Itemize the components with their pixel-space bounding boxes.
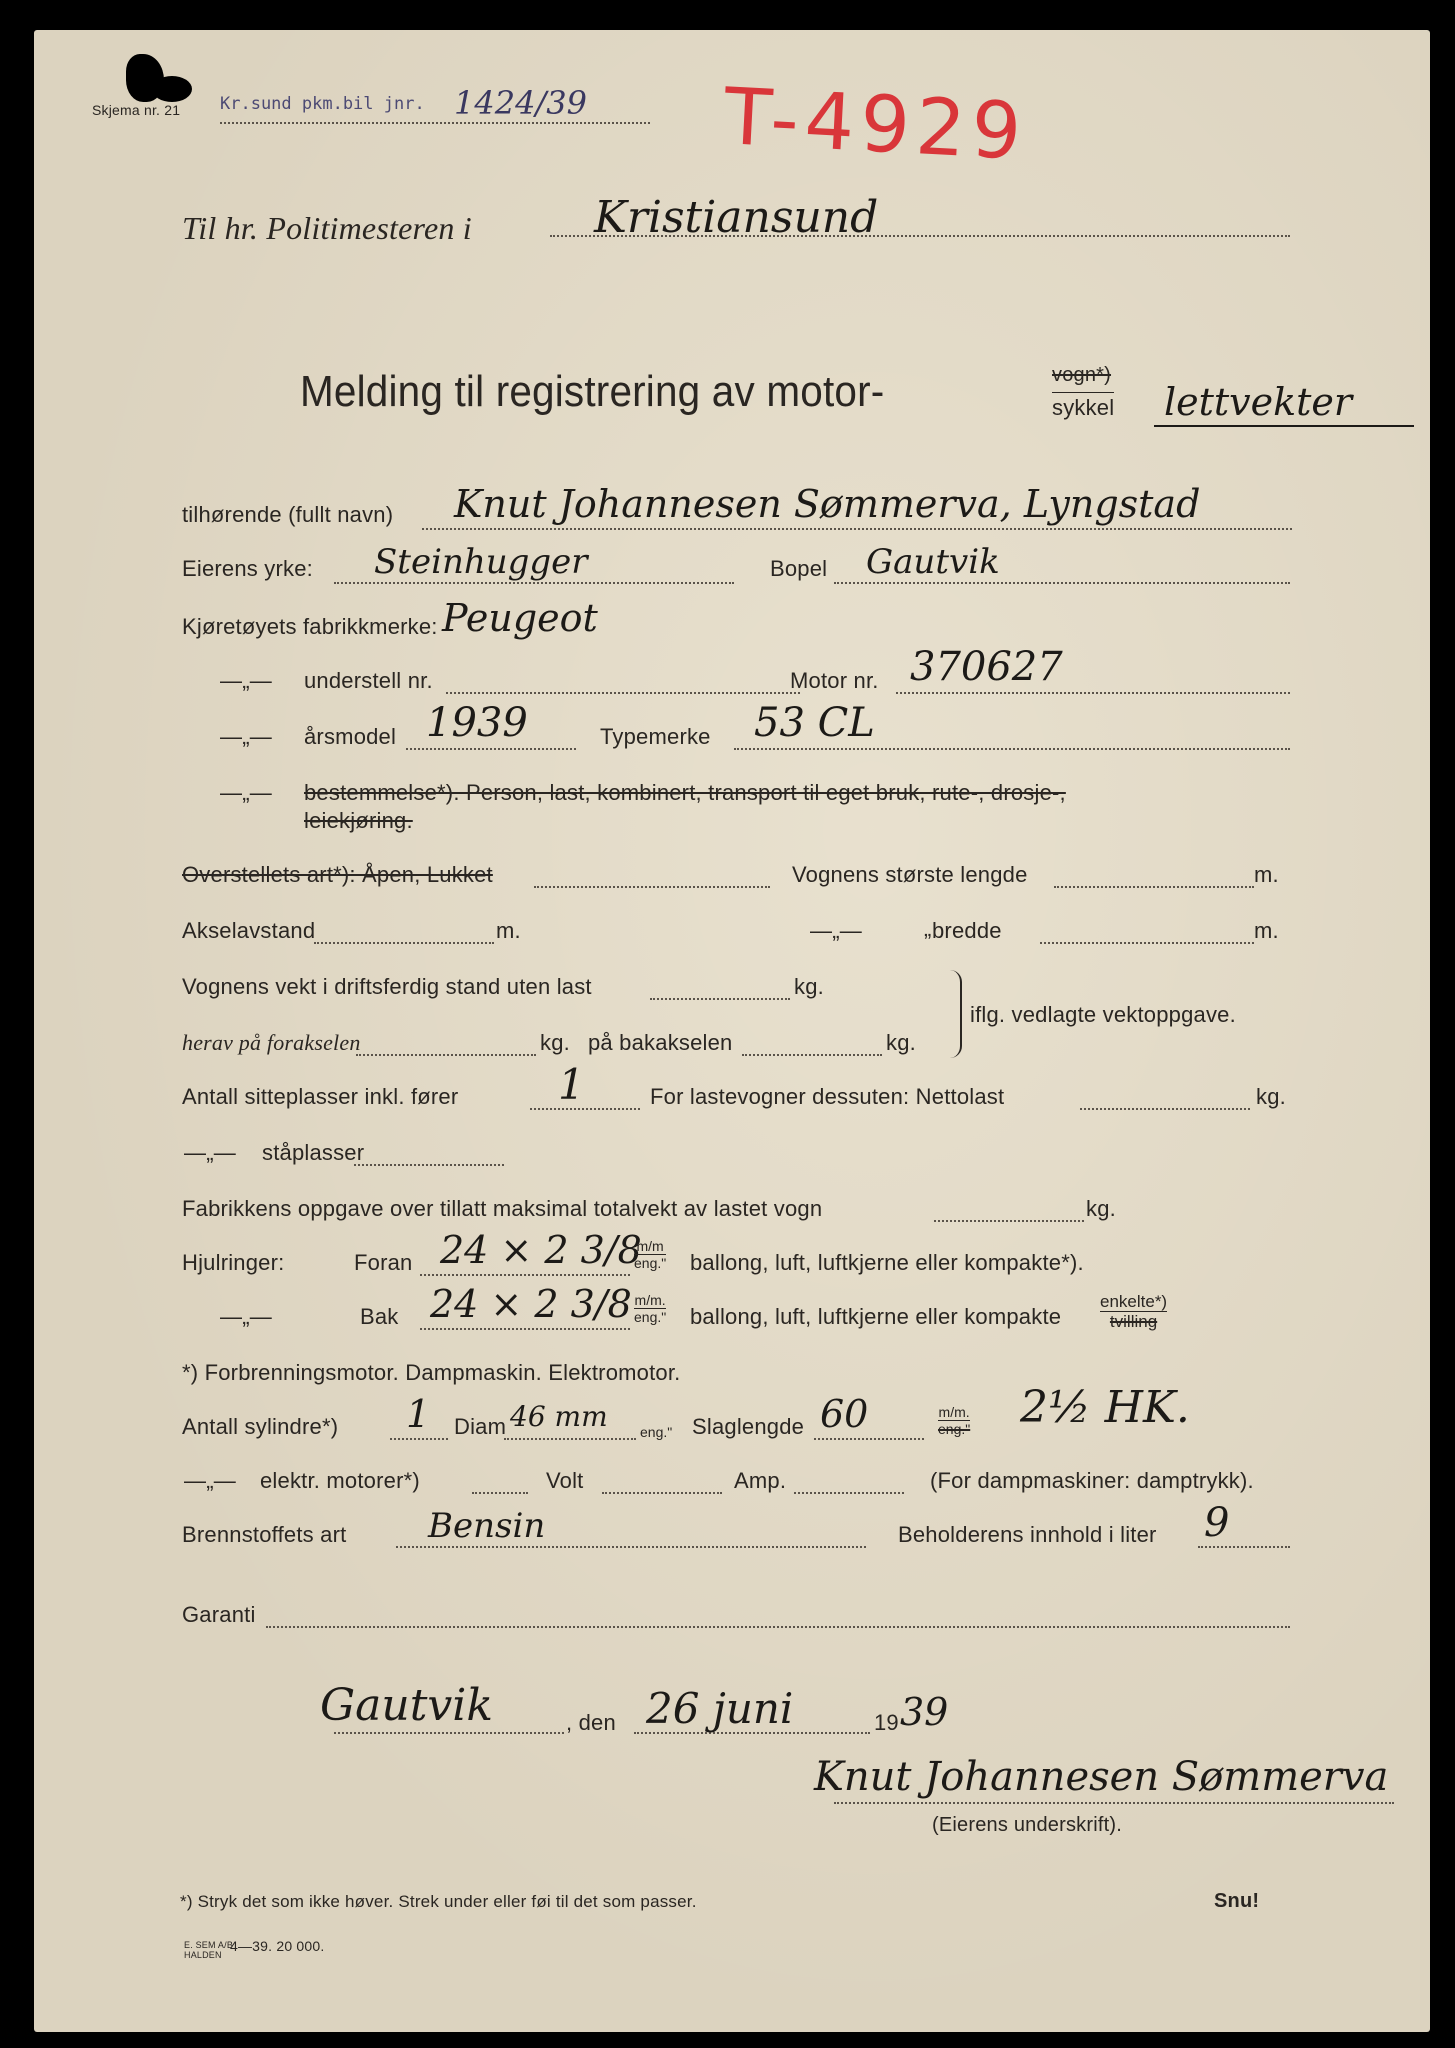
wheels-front-label: Foran bbox=[354, 1250, 413, 1275]
type-value: 53 CL bbox=[754, 700, 875, 746]
journal-stamp-label: Kr.sund pkm.bil jnr. bbox=[220, 94, 425, 114]
year-label: årsmodel bbox=[304, 724, 397, 749]
printer-city: HALDEN bbox=[184, 1950, 222, 1960]
wheels-front-types: ballong, luft, luftkjerne eller kompakte*). bbox=[690, 1250, 1084, 1275]
type-line bbox=[734, 748, 1290, 750]
weight-line bbox=[650, 998, 790, 1000]
form-title: Melding til registrering av motor- bbox=[300, 367, 885, 416]
place-line bbox=[334, 1732, 564, 1734]
wheels-front-unit bbox=[634, 1238, 666, 1271]
addressee-value: Kristiansund bbox=[594, 192, 879, 243]
cargo-label: For lastevogner dessuten: Nettolast bbox=[650, 1084, 1005, 1109]
title-handwritten: lettvekter bbox=[1164, 380, 1353, 424]
unit-eng: eng." bbox=[634, 1255, 667, 1271]
width-label: bredde bbox=[932, 918, 1002, 943]
unit-mm: m/m. bbox=[634, 1292, 666, 1308]
ditto-mark: —„— bbox=[184, 1140, 236, 1165]
motor-label: Motor nr. bbox=[790, 668, 879, 693]
front-axle-unit: kg. bbox=[540, 1030, 570, 1055]
wheels-rear-label: Bak bbox=[360, 1304, 399, 1329]
guarantee-line bbox=[266, 1626, 1290, 1628]
purpose-line-1: bestemmelse*). Person, last, kombinert, transport til eget bruk, rute-, drosje-, bbox=[304, 780, 1066, 805]
width-unit: m. bbox=[1254, 918, 1279, 943]
stroke-value: 60 bbox=[820, 1392, 869, 1436]
weight-bracket bbox=[948, 970, 962, 1058]
unit-mm: m/m bbox=[634, 1238, 666, 1255]
title-underline bbox=[1154, 425, 1414, 427]
electric-label: elektr. motorer*) bbox=[260, 1468, 420, 1493]
occupation-value: Steinhugger bbox=[374, 542, 588, 582]
steam-label: (For dampmaskiner: damptrykk). bbox=[930, 1468, 1254, 1493]
length-line bbox=[1054, 886, 1254, 888]
printer-name: E. SEM A/B bbox=[184, 1940, 234, 1950]
option-twin: tvilling bbox=[1109, 1312, 1158, 1331]
diam-label: Diam bbox=[454, 1414, 507, 1439]
fuel-label: Brennstoffets art bbox=[182, 1522, 347, 1547]
wheels-label: Hjulringer: bbox=[182, 1250, 285, 1275]
place-value: Gautvik bbox=[320, 1680, 493, 1731]
wheels-single-twin bbox=[1100, 1292, 1167, 1331]
year-suffix: 39 bbox=[900, 1690, 949, 1734]
footer-note: *) Stryk det som ikke høver. Strek under eller føi til det som passer. bbox=[180, 1892, 697, 1911]
wheels-rear-value: 24 × 2 3/8 bbox=[430, 1282, 632, 1326]
ditto-quote: „ bbox=[924, 916, 932, 941]
make-label: Kjøretøyets fabrikkmerke: bbox=[182, 614, 438, 639]
cylinders-value: 1 bbox=[406, 1392, 431, 1436]
residence-line bbox=[834, 582, 1290, 584]
front-axle-line bbox=[356, 1054, 536, 1056]
rear-axle-label: på bakakselen bbox=[588, 1030, 733, 1055]
title-option-sykkel: sykkel bbox=[1052, 392, 1114, 421]
fuel-line bbox=[396, 1546, 866, 1548]
tank-line bbox=[1198, 1546, 1290, 1548]
residence-label: Bopel bbox=[770, 556, 828, 581]
stroke-label: Slaglengde bbox=[692, 1414, 805, 1439]
make-value: Peugeot bbox=[442, 596, 598, 640]
cylinders-line bbox=[390, 1438, 448, 1440]
axle-line bbox=[314, 942, 494, 944]
motor-value: 370627 bbox=[910, 644, 1063, 690]
owner-name-label: tilhørende (fullt navn) bbox=[182, 502, 394, 527]
max-weight-unit: kg. bbox=[1086, 1196, 1116, 1221]
signature-label: (Eierens underskrift). bbox=[932, 1814, 1123, 1836]
body-line bbox=[534, 886, 770, 888]
guarantee-label: Garanti bbox=[182, 1602, 256, 1627]
registration-mark: T-4929 bbox=[721, 72, 1030, 178]
unit-mm: m/m. bbox=[938, 1404, 970, 1420]
chassis-label: understell nr. bbox=[304, 668, 433, 693]
form-page bbox=[34, 30, 1430, 2032]
body-label: Overstellets art*): Åpen, Lukket bbox=[182, 862, 493, 887]
horsepower-value: 2½ HK. bbox=[1020, 1382, 1190, 1433]
engine-kinds: *) Forbrenningsmotor. Dampmaskin. Elektromotor. bbox=[182, 1360, 681, 1385]
tank-value: 9 bbox=[1204, 1500, 1230, 1546]
cargo-unit: kg. bbox=[1256, 1084, 1286, 1109]
length-unit: m. bbox=[1254, 862, 1279, 887]
diam-unit bbox=[640, 1412, 672, 1440]
occupation-label: Eierens yrke: bbox=[182, 556, 313, 581]
den-label: , den bbox=[566, 1710, 616, 1735]
owner-name-value: Knut Johannesen Sømmerva, Lyngstad bbox=[454, 482, 1201, 526]
wheels-rear-line bbox=[420, 1328, 630, 1330]
rear-axle-unit: kg. bbox=[886, 1030, 916, 1055]
journal-line bbox=[220, 122, 650, 124]
title-option-vogn: vogn*) bbox=[1052, 364, 1112, 386]
amp-label: Amp. bbox=[734, 1468, 787, 1493]
wheels-front-value: 24 × 2 3/8 bbox=[440, 1228, 642, 1272]
stroke-unit bbox=[938, 1404, 970, 1437]
option-single: enkelte*) bbox=[1100, 1292, 1168, 1311]
axle-label: Akselavstand bbox=[182, 918, 316, 943]
max-weight-label: Fabrikkens oppgave over tillatt maksimal totalvekt av lastet vogn bbox=[182, 1196, 823, 1221]
motor-line bbox=[896, 692, 1290, 694]
print-info: 4—39. 20 000. bbox=[230, 1938, 325, 1954]
ditto-mark: —„— bbox=[220, 724, 272, 749]
seats-line bbox=[530, 1108, 640, 1110]
wheels-front-line bbox=[420, 1274, 630, 1276]
diam-value: 46 mm bbox=[510, 1400, 608, 1433]
axle-unit: m. bbox=[496, 918, 521, 943]
weight-note: iflg. vedlagte vektoppgave. bbox=[970, 1002, 1236, 1027]
ditto-mark: —„— bbox=[220, 780, 272, 805]
front-axle-label: herav på forakselen bbox=[182, 1030, 361, 1055]
length-label: Vognens største lengde bbox=[792, 862, 1028, 887]
ditto-mark: —„— bbox=[220, 1304, 272, 1329]
volt-line bbox=[602, 1492, 722, 1494]
year-value: 1939 bbox=[426, 700, 528, 746]
weight-label: Vognens vekt i driftsferdig stand uten last bbox=[182, 974, 592, 999]
stroke-line bbox=[814, 1438, 924, 1440]
signature-line bbox=[834, 1802, 1394, 1804]
ink-blot bbox=[152, 76, 192, 102]
seats-label: Antall sitteplasser inkl. fører bbox=[182, 1084, 459, 1109]
addressee-label: Til hr. Politimesteren i bbox=[182, 210, 472, 246]
year-prefix: 19 bbox=[874, 1710, 899, 1735]
residence-value: Gautvik bbox=[866, 542, 1000, 582]
cargo-line bbox=[1080, 1108, 1250, 1110]
tank-label: Beholderens innhold i liter bbox=[898, 1522, 1157, 1547]
unit-eng: eng." bbox=[634, 1309, 667, 1325]
weight-unit: kg. bbox=[794, 974, 824, 999]
width-line bbox=[1040, 942, 1254, 944]
year-line bbox=[406, 748, 576, 750]
chassis-line bbox=[446, 692, 800, 694]
unit-eng: eng." bbox=[640, 1424, 673, 1440]
owner-name-line bbox=[422, 528, 1292, 530]
date-value: 26 juni bbox=[646, 1684, 794, 1733]
owner-signature: Knut Johannesen Sømmerva bbox=[814, 1754, 1389, 1800]
amp-line bbox=[794, 1492, 904, 1494]
cylinders-label: Antall sylindre*) bbox=[182, 1414, 339, 1439]
turn-over-note: Snu! bbox=[1214, 1890, 1260, 1912]
occupation-line bbox=[334, 582, 734, 584]
wheels-rear-types: ballong, luft, luftkjerne eller kompakte bbox=[690, 1304, 1062, 1329]
ditto-mark: —„— bbox=[810, 918, 862, 943]
journal-number: 1424/39 bbox=[454, 84, 587, 122]
standing-label: ståplasser bbox=[262, 1140, 365, 1165]
seats-value: 1 bbox=[558, 1060, 585, 1109]
standing-line bbox=[354, 1164, 504, 1166]
volt-label: Volt bbox=[546, 1468, 584, 1493]
max-weight-line bbox=[934, 1220, 1084, 1222]
electric-line bbox=[472, 1492, 528, 1494]
purpose-line-2: leiekjøring. bbox=[304, 808, 413, 833]
rear-axle-line bbox=[742, 1054, 882, 1056]
diam-line bbox=[504, 1438, 636, 1440]
ditto-mark: —„— bbox=[220, 668, 272, 693]
form-number: Skjema nr. 21 bbox=[92, 102, 181, 118]
fuel-value: Bensin bbox=[428, 1506, 546, 1546]
wheels-rear-unit bbox=[634, 1292, 666, 1325]
unit-eng: eng." bbox=[938, 1421, 971, 1437]
type-label: Typemerke bbox=[600, 724, 711, 749]
ditto-mark: —„— bbox=[184, 1468, 236, 1493]
